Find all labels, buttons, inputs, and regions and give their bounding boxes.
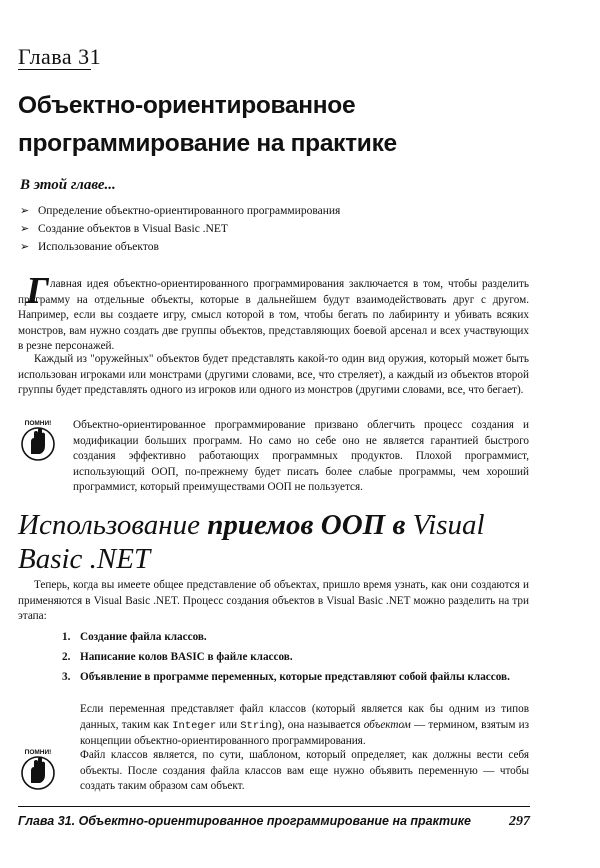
- running-footer: Глава 31. Объектно-ориентированное программирование на практике 297: [18, 814, 530, 829]
- remember-hand-icon: [16, 416, 60, 466]
- arrow-bullet-icon: ➢: [20, 223, 30, 235]
- remember-note: Объектно-ориентированное программирование призвано облегчить процесс создания и модификации больших программ. Но само но себе оно не является гарантией быстрого создания эффективно работающих программных продуктов. Плохой программист, использующий ООП, по-прежнему будет писать более слабые программы, чем хороший программист, который преимуществами ООП не пользуется.: [73, 419, 529, 493]
- page-number: 297: [509, 814, 530, 829]
- step-item: 3. Объявление в программе переменных, которые представляют собой файлы классов.: [62, 671, 510, 683]
- note-icon-label: ПОМНИ!: [24, 749, 52, 756]
- chapter-title-line-2: программирование на практике: [18, 130, 397, 157]
- body-paragraph: лавная идея объектно-ориентированного программирования заключается в том, чтобы разделить программу на отдельные объекты, которые в дальнейшем будут взаимодействовать друг с другом. Например, если вы создаете игру, смысл которой в том, чтобы бегать по лабиринту и убивать всяких монстров, вам нужно создать две группы объектов, представляющих боевой арсенал и всех участвующих в резне персонажей.: [18, 278, 529, 352]
- arrow-bullet-icon: ➢: [20, 241, 30, 253]
- chapter-title-line-1: Объектно-ориентированное: [18, 92, 356, 119]
- section-title: Использование приемов ООП в Visual Basic .NET: [18, 509, 485, 575]
- note-icon-label: ПОМНИ!: [24, 420, 52, 427]
- footer-rule: [18, 806, 530, 807]
- step-item: 1. Создание файла классов.: [62, 631, 207, 643]
- remember-hand-icon: [16, 745, 60, 795]
- toc-item: ➢ Определение объектно-ориентированного программирования: [20, 205, 341, 217]
- toc-item: ➢ Использование объектов: [20, 241, 159, 253]
- remember-note: Файл классов является, по сути, шаблоном, который определяет, как должны вести себя объекты. После создания файла классов вам еще нужно объявить переменную — чтобы создать таким образом сам объект.: [80, 749, 529, 792]
- toc-item: ➢ Создание объектов в Visual Basic .NET: [20, 223, 228, 235]
- chapter-label: Глава 31: [18, 44, 102, 69]
- in-chapter-heading: В этой главе...: [20, 177, 116, 193]
- step-item: 2. Написание колов BASIC в файле классов.: [62, 651, 293, 663]
- arrow-bullet-icon: ➢: [20, 205, 30, 217]
- body-paragraph: Теперь, когда вы имеете общее представление об объектах, пришло время узнать, как они создаются и применяются в Visual Basic .NET. Процесс создания объектов в Visual Basic .NET можно разделить на три этапа:: [18, 579, 529, 622]
- drop-cap: Г: [26, 270, 49, 312]
- chapter-underline: [18, 69, 91, 70]
- body-paragraph: Каждый из "оружейных" объектов будет представлять какой-то один вид оружия, который может быть использован игроками или монстрами (другими словами, все, что стреляет), а каждый из объектов второй группы будет представлять одного из игроков или одного из монстров (другими словами, все, что бегает).: [18, 353, 529, 396]
- step-explanation: Если переменная представляет файл классов (который является как бы одним из типов данных, таким как Integer или String), она называется объектом — термином, взятым из концепции объектно-ориентированного программирования.: [80, 703, 529, 747]
